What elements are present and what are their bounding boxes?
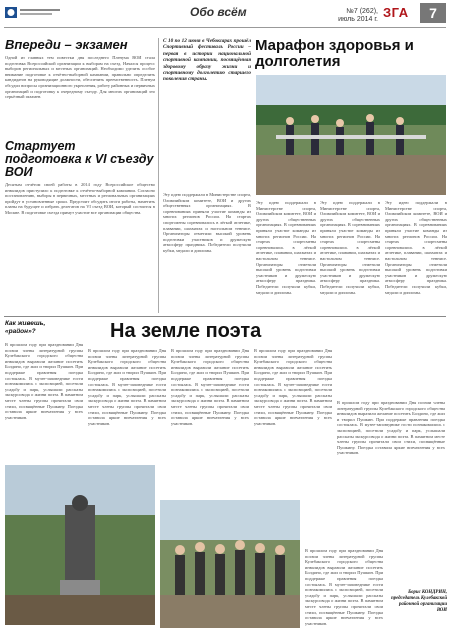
article-congress-title: Стартует подготовка к VI съезду ВОИ <box>5 139 154 179</box>
signature-role1: председатель Кулебакской <box>391 596 447 601</box>
article-marathon-title: Марафон здоровья и долголетия <box>255 37 414 70</box>
poet-monument-photo <box>5 465 155 625</box>
article-congress <box>5 140 155 330</box>
article-poet-title <box>110 320 410 342</box>
issue-date: июль 2014 г. <box>338 16 378 23</box>
signature-role2: районной организации <box>398 602 447 607</box>
voi-logo-icon <box>5 5 65 20</box>
poet-body-col4: В прошлом году при праздновании Дня поэзии члены литературной группы Кулебакского городского общества инвалидов выразили желание посетить Болдино, где жил и творил Пушкин. При поддержке правления поездка состоялась. В музее-заповеднике гости познакомились с экспозицией, посетили усадьбу и парк, услышали рассказы экскурсовода о жизни поэта. В памятном месте члены группы прочитали свои стихи, посвящённые Пушкину. Поездка оставила яркие впечатления у всех участников. <box>254 348 332 426</box>
article-exam <box>5 38 155 149</box>
article-exam-title: Впереди – экзамен <box>5 37 128 52</box>
page-header <box>0 0 450 32</box>
poet-body-col2: В прошлом году при праздновании Дня поэзии члены литературной группы Кулебакского городского общества инвалидов выразили желание посетить Болдино, где жил и творил Пушкин. При поддержке правления поездка состоялась. В музее-заповеднике гости познакомились с экспозицией, посетили усадьбу и парк, услышали рассказы экскурсовода о жизни поэта. В памятном месте члены группы прочитали свои стихи, посвящённые Пушкину. Поездка оставила яркие впечатления у всех участников. <box>88 348 166 426</box>
section-rule <box>4 316 446 317</box>
signature-name: Борис КОНДРИН, <box>408 590 447 595</box>
marathon-body-col3: Эту идею поддержали в Министерстве спорта, Олимпийском комитете, ВОИ и других общественных организациях. В соревнованиях приняли участие команды из многих регионов России. На стартах спортсмены соревновались в лёгкой атлетике, плавании, шахматах и настольном теннисе. Организаторы отметили высокий уровень подготовки участников и дружескую атмосферу праздника. Победители получили кубки, медали и дипломы. <box>385 200 447 295</box>
poet-body-col1: В прошлом году при праздновании Дня поэзии члены литературной группы Кулебакского городского общества инвалидов выразили желание посетить Болдино, где жил и творил Пушкин. При поддержке правления поездка состоялась. В музее-заповеднике гости познакомились с экспозицией, посетили усадьбу и парк, услышали рассказы экскурсовода о жизни поэта. В памятном месте члены группы прочитали свои стихи, посвящённые Пушкину. Поездка оставила яркие впечатления у всех участников. <box>5 342 83 420</box>
signature-role3: ВОИ <box>436 608 447 613</box>
page-number: 7 <box>420 3 446 23</box>
article-congress-body: Десятым отчётом своей работы в 2014 году Всероссийское общество инвалидов приступило к подготовке к отчётно-выборной кампании. Согласно постановлению, выборы в первичных, местных и региональных организациях пройдут в установленные сроки. Предстоит обсудить итоги работы, наметить планы на будущее и избрать делегатов на VI съезд ВОИ, который состоится в Москве. В подготовке съезда примут участие все организации общества. <box>5 182 155 215</box>
marathon-lead-body: Эту идею поддержали в Министерстве спорта, Олимпийском комитете, ВОИ и других общественных организациях. В соревнованиях приняли участие команды из многих регионов России. На стартах спортсмены соревновались в лёгкой атлетике, плавании, шахматах и настольном теннисе. Организаторы отметили высокий уровень подготовки участников и дружескую атмосферу праздника. Победители получили кубки, медали и дипломы. <box>163 192 251 253</box>
article-marathon-lead <box>163 38 251 312</box>
article-exam-body: Одной из главных тем повестки дня последнего Пленума ВОИ стала подготовка Всероссийской организации к выборам на съезд. Начался процесс выборов региональных и местных организаций. Необходимо уделить особое внимание подготовке к отчётно-выборной кампании, правильно определить кандидатов на руководящие должности, обеспечить преемственность. Пленум обсудил вопросы организационного укрепления, работу районных и первичных организаций и подготовку к очередному съезду. Для многих организаций это серьёзный экзамен. <box>5 55 155 100</box>
poet-body-col3: В прошлом году при праздновании Дня поэзии члены литературной группы Кулебакского городского общества инвалидов выразили желание посетить Болдино, где жил и творил Пушкин. При поддержке правления поездка состоялась. В музее-заповеднике гости познакомились с экспозицией, посетили усадьбу и парк, услышали рассказы экскурсовода о жизни поэта. В памятном месте члены группы прочитали свои стихи, посвящённые Пушкину. Поездка оставила яркие впечатления у всех участников. <box>171 348 249 426</box>
poet-title: На земле поэта <box>110 320 262 342</box>
poet-signature <box>385 590 447 614</box>
poet-body-col5: В прошлом году при праздновании Дня поэзии члены литературной группы Кулебакского городского общества инвалидов выразили желание посетить Болдино, где жил и творил Пушкин. При поддержке правления поездка состоялась. В музее-заповеднике гости познакомились с экспозицией, посетили усадьбу и парк, услышали рассказы экскурсовода о жизни поэта. В памятном месте члены группы прочитали свои стихи, посвящённые Пушкину. Поездка оставила яркие впечатления у всех участников. <box>337 400 445 456</box>
header-rule <box>4 27 446 28</box>
newspaper-brand: ЗГА <box>383 5 409 20</box>
marathon-body-col1: Эту идею поддержали в Министерстве спорта, Олимпийском комитете, ВОИ и других общественных организациях. В соревнованиях приняли участие команды из многих регионов России. На стартах спортсмены соревновались в лёгкой атлетике, плавании, шахматах и настольном теннисе. Организаторы отметили высокий уровень подготовки участников и дружескую атмосферу праздника. Победители получили кубки, медали и дипломы. <box>256 200 316 295</box>
column-divider <box>158 38 159 313</box>
poet-kicker: Как живешь, «район»? <box>5 320 46 335</box>
poet-body-col6: В прошлом году при праздновании Дня поэзии члены литературной группы Кулебакского городского общества инвалидов выразили желание посетить Болдино, где жил и творил Пушкин. При поддержке правления поездка состоялась. В музее-заповеднике гости познакомились с экспозицией, посетили усадьбу и парк, услышали рассказы экскурсовода о жизни поэта. В памятном месте члены группы прочитали свои стихи, посвящённые Пушкину. Поездка оставила яркие впечатления у всех участников. <box>305 548 383 626</box>
marathon-photo <box>256 75 446 195</box>
tour-group-photo <box>160 500 300 628</box>
issue-info <box>338 8 378 24</box>
article-marathon <box>255 38 447 70</box>
section-title: Обо всём <box>190 5 247 19</box>
marathon-lead-text: С 10 по 12 июня в Чебоксарах прошёл Спортивный фестиваль России – первая в истории национальной спортивной кампании, посвящённая здоровому образу жизни и спортивному долголетию старшего поколения страны. <box>163 38 251 83</box>
issue-number: №7 (262), <box>346 8 378 15</box>
marathon-body-col2: Эту идею поддержали в Министерстве спорта, Олимпийском комитете, ВОИ и других общественных организациях. В соревнованиях приняли участие команды из многих регионов России. На стартах спортсмены соревновались в лёгкой атлетике, плавании, шахматах и настольном теннисе. Организаторы отметили высокий уровень подготовки участников и дружескую атмосферу праздника. Победители получили кубки, медали и дипломы. <box>320 200 380 295</box>
article-poet-kicker <box>5 320 75 335</box>
